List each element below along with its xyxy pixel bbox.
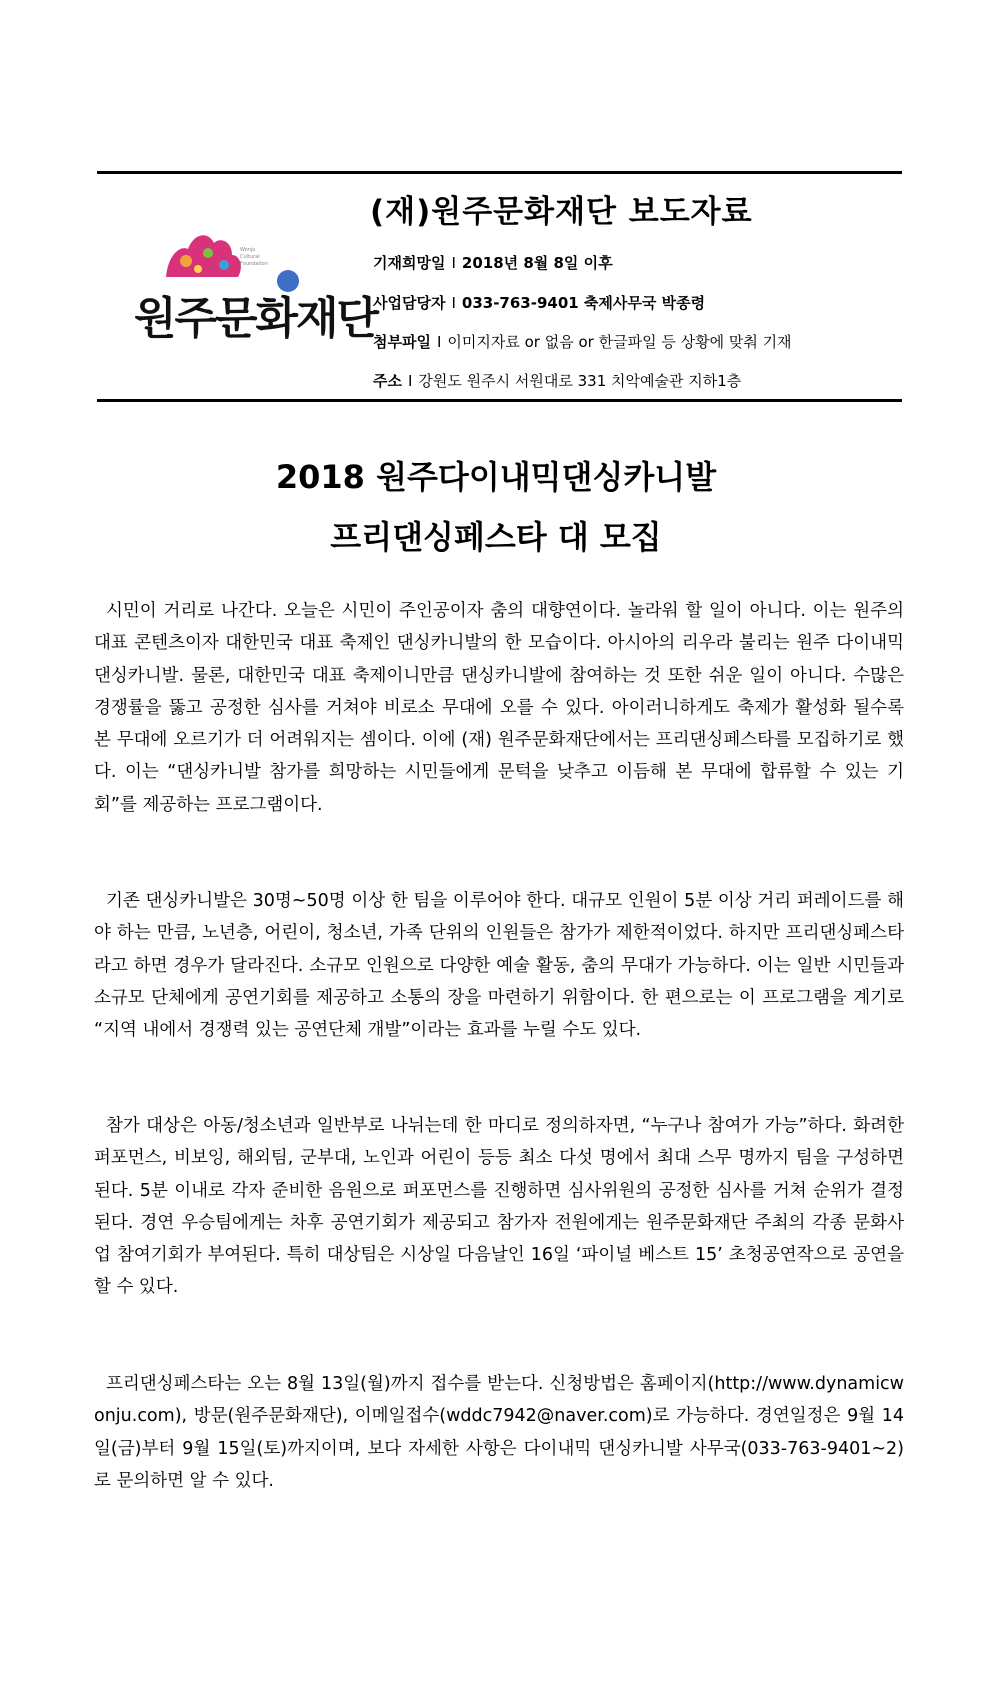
top-divider — [97, 171, 902, 174]
meta-key: 기재희망일 — [373, 254, 446, 272]
meta-key: 주소 — [373, 372, 402, 390]
headline-line-2: 프리댄싱페스타 대 모집 — [330, 518, 662, 556]
header-bottom-divider — [97, 399, 902, 402]
meta-key: 첨부파일 — [373, 333, 431, 351]
headline-line-1: 2018 원주다이내믹댄싱카니발 — [275, 458, 717, 496]
body-paragraph-2: 기존 댄싱카니발은 30명~50명 이상 한 팀을 이루어야 한다. 대규모 인원이 5분 이상 거리 퍼레이드를 해야 하는 만큼, 노년층, 어린이, 청소년, 가족 단위의 인원들은 참가가 제한적이었다. 하지만 프리댄싱페스타 라고 하면 경우가 달라진다. 소규모 인원으로 다양한 예술 활동, 춤의 무대가 가능하다. 이는 일반 시민들과 소규모 단체에게 공연기회를 제공하고 소통의 장을 마련하기 위함이다. 한 편으로는 이 프로그램을 계기로 “지역 내에서 경쟁력 있는 공연단체 개발”이라는 효과를 누릴 수도 있다. — [94, 891, 904, 1041]
meta-value: 033-763-9401 축제사무국 박종령 — [461, 294, 706, 312]
svg-text:Wonju: Wonju — [240, 247, 256, 253]
meta-value: 강원도 원주시 서원대로 331 치악예술관 지하1층 — [418, 372, 742, 390]
release-title: (재)원주문화재단 보도자료 — [370, 194, 753, 230]
meta-separator: I — [436, 333, 442, 351]
logo-calligraphy: 원주문화재단 — [134, 293, 378, 344]
body-paragraph-1: 시민이 거리로 나간다. 오늘은 시민이 주인공이자 춤의 대향연이다. 놀라워 할 일이 아니다. 이는 원주의 대표 콘텐츠이자 대한민국 대표 축제인 댄싱카니발의 한 모습이다. 아시아의 리우라 불리는 원주 다이내믹 댄싱카니발. 물론, 대한민국 대표 축제이니만큼 댄싱카니발에 참여하는 것 또한 쉬운 일이 아니다. 수많은 경쟁률을 뚫고 공정한 심사를 거쳐야 비로소 무대에 오를 수 있다. 아이러니하게도 축제가 활성화 될수록 본 무대에 오르기가 더 어려워지는 셈이다. 이에 (재) 원주문화재단에서는 프리댄싱페스타를 모집하기로 했다. 이는 “댄싱카니발 참가를 희망하는 시민들에게 문턱을 낮추고 이듬해 본 무대에 합류할 수 있는 기회”를 제공하는 프로그램이다. — [94, 601, 904, 815]
meta-contact — [373, 292, 705, 313]
meta-value: 2018년 8월 8일 이후 — [461, 254, 613, 272]
svg-text:Cultural: Cultural — [240, 254, 260, 260]
meta-key: 사업담당자 — [373, 294, 446, 312]
body-paragraph-4: 프리댄싱페스타는 오는 8월 13일(월)까지 접수를 받는다. 신청방법은 홈페이지(http://www.dynamicwonju.com), 방문(원주문화재단), 이메일접수(wddc7942@naver.com)로 가능하다. 경연일정은 9월 14일(금)부터 9월 15일(토)까지이며, 보다 자세한 사항은 다이내믹 댄싱카니발 사무국(033-763-9401~2)로 문의하면 알 수 있다. — [94, 1374, 904, 1491]
meta-value: 이미지자료 or 없음 or 한글파일 등 상황에 맞춰 기재 — [447, 333, 792, 351]
meta-attachment — [373, 331, 792, 352]
meta-publish-date — [373, 252, 613, 273]
body-paragraph-3: 참가 대상은 아동/청소년과 일반부로 나뉘는데 한 마디로 정의하자면, “누구나 참여가 가능”하다. 화려한 퍼포먼스, 비보잉, 해외팀, 군부대, 노인과 어린이 등등 최소 다섯 명에서 최대 스무 명까지 팀을 구성하면 된다. 5분 이내로 각자 준비한 음원으로 퍼포먼스를 진행하면 심사위원의 공정한 심사를 거쳐 순위가 결정된다. 경연 우승팀에게는 차후 공연기회가 제공되고 참가자 전원에게는 원주문화재단 주최의 각종 문화사업 참여기회가 부여된다. 특히 대상팀은 시상일 다음날인 16일 ‘파이널 베스트 15’ 초청공연작으로 공연을 할 수 있다. — [94, 1116, 904, 1298]
svg-text:Foundation: Foundation — [240, 261, 268, 267]
meta-separator: I — [451, 254, 456, 272]
meta-separator: I — [407, 372, 413, 390]
logo-emblem — [166, 235, 241, 277]
meta-separator: I — [451, 294, 456, 312]
foundation-logo — [128, 225, 378, 355]
meta-address — [373, 370, 741, 391]
